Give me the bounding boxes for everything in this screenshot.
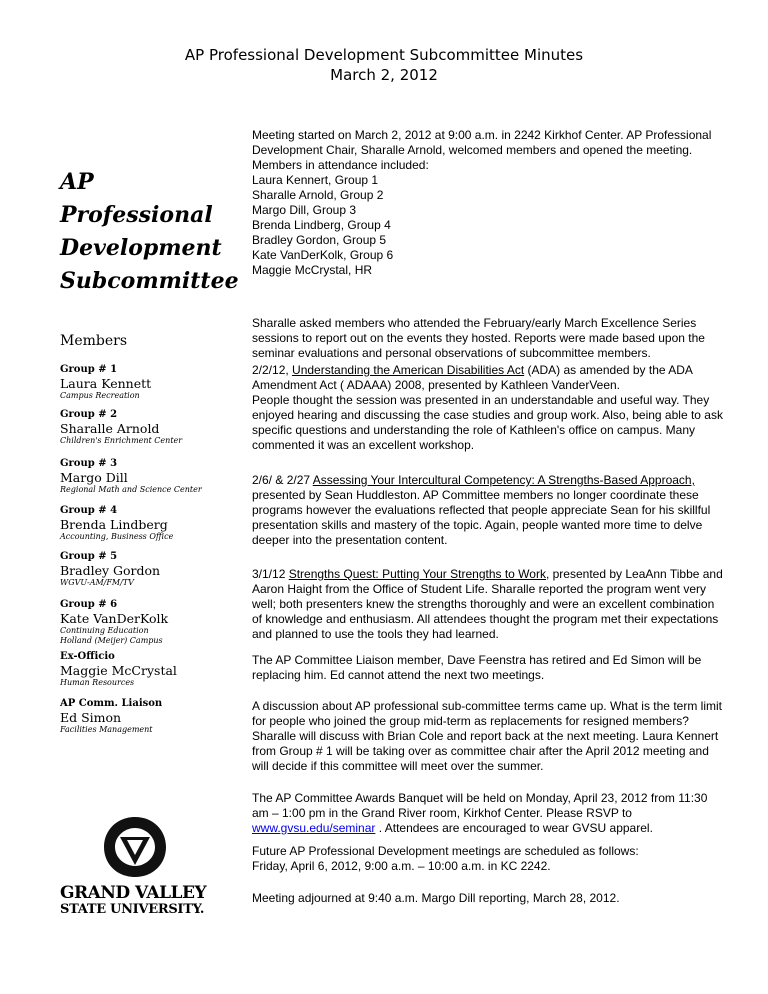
member-name: Brenda Lindberg [60,517,168,532]
adjourn-paragraph: Meeting adjourned at 9:40 a.m. Margo Dill reporting, March 28, 2012. [252,891,620,905]
session-2-details: presented by Sean Huddleston. AP Committee members no longer coordinate these programs however the evaluations reflected that people appreciate Sean for his skillful presentation skills and mastery of the topic. Again, people wanted more time to delve deeper into the presentation content. [252,488,711,547]
session-1-feedback: People thought the session was presented in an understandable and useful way. They enjoyed hearing and discussing the case studies and group work. Also, being able to ask specific questions and understanding the role of Kathleen's office on campus. Many commented it was an excellent workshop. [252,393,723,452]
session-2-paragraph [252,473,724,548]
session-2-title: Assessing Your Intercultural Competency: A Strengths-Based Approach, [312,473,695,487]
session-3-paragraph [252,567,724,642]
gvsu-logo [60,815,220,915]
sidebar-title-line: AP [60,169,94,195]
member-name: Sharalle Arnold [60,421,160,436]
banquet-text-end: . Attendees are encouraged to wear GVSU apparel. [375,821,653,835]
sidebar-title [60,166,239,298]
member-group-5 [60,551,160,588]
member-name: Ed Simon [60,710,122,725]
member-dept: Continuing Education [60,626,149,635]
banquet-text: The AP Committee Awards Banquet will be held on Monday, April 23, 2012 from 11:30 am – 1:00 pm in the Grand River room, Kirkhof Center. Please RSVP to [252,791,708,820]
member-group-label: Group # 6 [60,599,118,610]
sidebar-title-line: Development [60,235,222,261]
reports-paragraph: Sharalle asked members who attended the February/early March Excellence Series sessions to report out on the events they hosted. Reports were made based upon the seminar evaluations and personal observations of subcommittee members. [252,316,705,360]
member-dept: Human Resources [60,678,135,687]
member-name: Bradley Gordon [60,563,161,578]
session-1-details: (ADA) as amended by the ADA Amendment Act ( ADAAA) 2008, presented by Kathleen VanderVeen. [252,363,693,392]
attendee: Laura Kennert, Group 1 [252,173,379,187]
attendee: Sharalle Arnold, Group 2 [252,188,384,202]
session-3-date: 3/1/12 [252,567,289,581]
member-group-label: Ex-Officio [60,651,115,662]
member-dept: Accounting, Business Office [60,532,174,541]
terms-paragraph: A discussion about AP professional sub-committee terms came up. What is the term limit for people who joined the group mid-term as replacements for resigned members? Sharalle will discuss with Brian Cole and report back at the next meeting. Laura Kennert from Group # 1 will be taking over as committee chair after the April 2012 meeting and will decide if this committee will meet over the summer. [252,699,722,773]
intro-paragraph: Meeting started on March 2, 2012 at 9:00 a.m. in 2242 Kirkhof Center. AP Professional Development Chair, Sharalle Arnold, welcomed members and opened the meeting. Members in attendance included: [252,128,712,172]
member-group-2 [60,409,182,446]
member-dept: Regional Math and Science Center [60,485,202,494]
title-line-1: AP Professional Development Subcommittee Minutes [184,46,584,64]
member-dept: Facilities Management [60,725,153,734]
session-1-paragraph [252,363,724,453]
title-line-2: March 2, 2012 [330,66,438,84]
member-group-label: Group # 2 [60,409,118,420]
member-group-label: Group # 3 [60,458,118,469]
attendee: Margo Dill, Group 3 [252,203,357,217]
member-name: Maggie McCrystal [60,663,177,678]
future-meetings-paragraph [252,844,724,874]
gvsu-emblem-icon [100,815,170,879]
sidebar-title-line: Professional [60,202,213,228]
member-group-3 [60,458,202,495]
document-title [0,45,768,85]
session-3-title: Strengths Quest: Putting Your Strengths to Work [288,567,546,581]
liaison-paragraph: The AP Committee Liaison member, Dave Feenstra has retired and Ed Simon will be replacing him. Ed cannot attend the next two meetings. [252,653,702,682]
sidebar-title-line: Subcommittee [60,268,239,294]
attendee: Bradley Gordon, Group 5 [252,233,387,247]
session-1-date: 2/2/12, [252,363,293,377]
logo-text-line2: STATE UNIVERSITY. [60,902,205,917]
member-dept-2: Holland (Meijer) Campus [60,636,163,645]
member-group-6 [60,599,168,646]
session-3-details: , presented by LeaAnn Tibbe and Aaron Haight from the Office of Student Life. Sharalle reported the program went very well; both presenters knew the strengths thoroughly and were an excellent combination of knowledge and enthusiasm. All attendees thought the program met their expectations and planned to use the tools they had learned. [252,567,723,641]
member-dept: Campus Recreation [60,391,140,400]
member-dept: WGVU-AM/FM/TV [60,578,134,587]
member-name: Laura Kennett [60,376,152,391]
member-group-label: AP Comm. Liaison [60,698,163,709]
members-heading: Members [60,333,128,349]
session-1-title: Understanding the American Disabilities Act [292,363,525,377]
attendee: Kate VanDerKolk, Group 6 [252,248,394,262]
member-dept: Children's Enrichment Center [60,436,183,445]
member-liaison [60,698,162,735]
attendee: Brenda Lindberg, Group 4 [252,218,391,232]
attendee: Maggie McCrystal, HR [252,263,373,277]
seminar-link[interactable]: www.gvsu.edu/seminar [252,821,376,835]
member-ex-officio [60,651,177,688]
logo-text-line1: GRAND VALLEY [60,883,207,903]
member-group-label: Group # 5 [60,551,118,562]
member-name: Kate VanDerKolk [60,611,169,626]
member-name: Margo Dill [60,470,128,485]
attendance-list [252,173,724,278]
member-group-4 [60,505,173,542]
member-group-1 [60,364,151,401]
banquet-paragraph [252,791,724,836]
future-meeting-date: Friday, April 6, 2012, 9:00 a.m. – 10:00 a.m. in KC 2242. [252,859,551,873]
session-2-date: 2/6/ & 2/27 [252,473,313,487]
future-meetings-intro: Future AP Professional Development meetings are scheduled as follows: [252,844,639,858]
meeting-intro [252,128,724,278]
member-group-label: Group # 4 [60,505,118,516]
member-group-label: Group # 1 [60,364,118,375]
